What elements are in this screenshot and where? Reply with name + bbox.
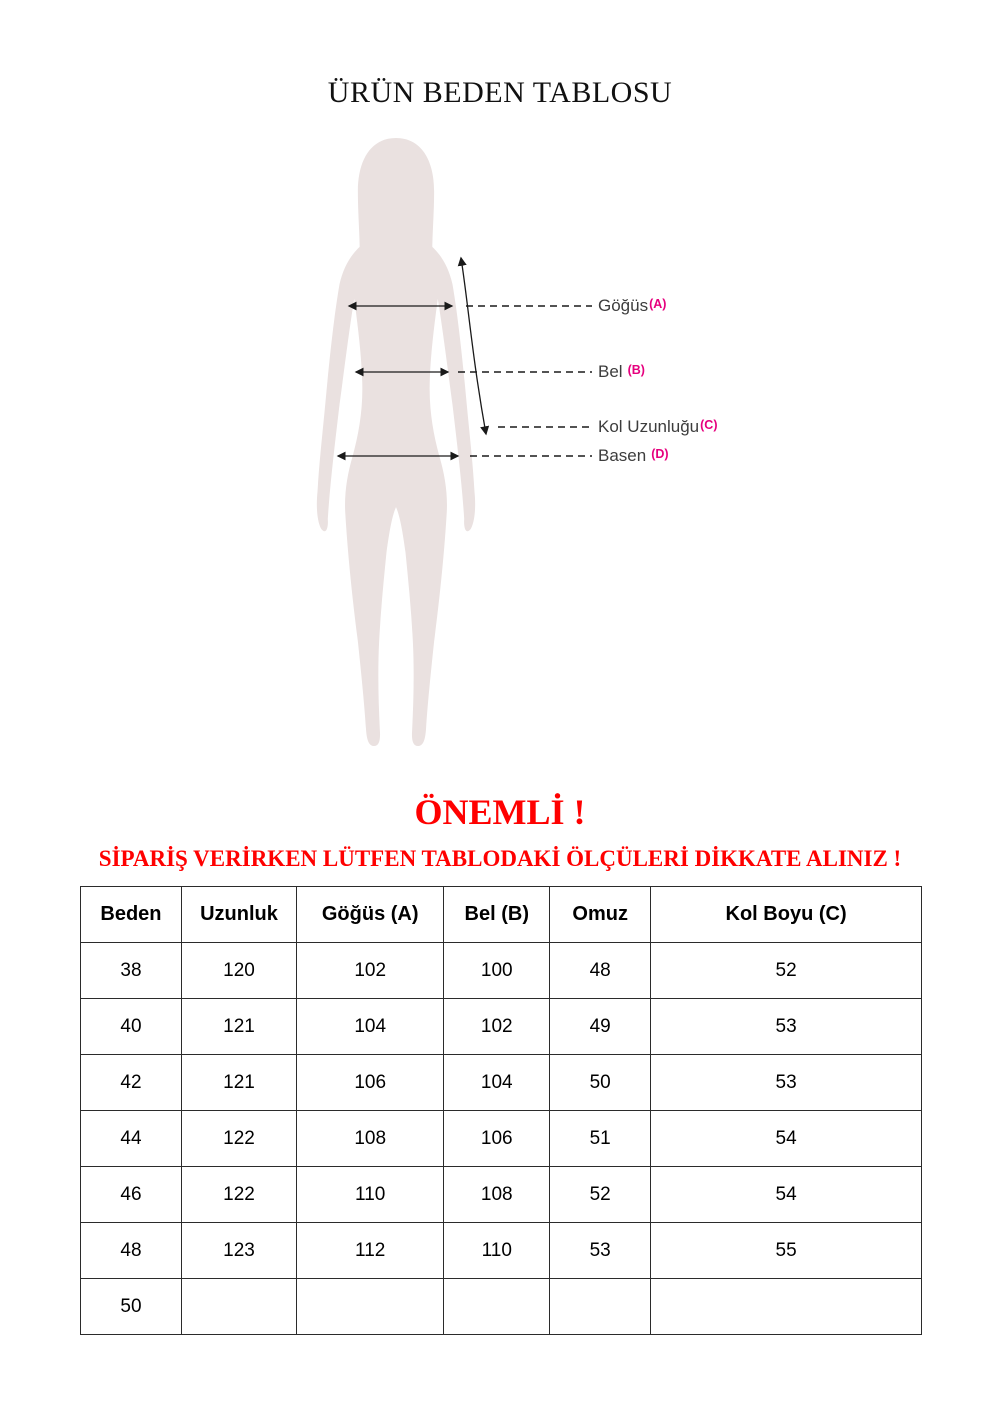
- table-cell: 108: [297, 1111, 444, 1167]
- col-header-uzunluk: Uzunluk: [181, 887, 296, 943]
- chest-label-text: Göğüs: [598, 296, 649, 315]
- arm-length-label-text: Kol Uzunluğu: [598, 417, 700, 436]
- waist-label: [598, 362, 645, 383]
- waist-label-text: Bel: [598, 362, 623, 381]
- body-silhouette: [317, 142, 475, 746]
- hip-label: [598, 446, 669, 467]
- size-table: [80, 886, 922, 1335]
- col-header-omuz: Omuz: [550, 887, 651, 943]
- table-cell: 123: [181, 1223, 296, 1279]
- table-cell: 54: [651, 1167, 922, 1223]
- table-cell: 44: [81, 1111, 182, 1167]
- arm-length-label: [598, 417, 717, 438]
- arm-length-label-code: (C): [700, 418, 718, 432]
- table-row: [81, 1111, 922, 1167]
- table-cell: 122: [181, 1111, 296, 1167]
- table-cell: 108: [444, 1167, 550, 1223]
- table-cell: 50: [550, 1055, 651, 1111]
- size-table-body: [81, 943, 922, 1335]
- waist-label-code: (B): [627, 363, 645, 377]
- col-header-bel: Bel (B): [444, 887, 550, 943]
- page-title: ÜRÜN BEDEN TABLOSU: [327, 76, 673, 109]
- hip-label-text: Basen: [598, 446, 647, 465]
- table-cell: [651, 1279, 922, 1335]
- table-cell: [550, 1279, 651, 1335]
- table-row: [81, 943, 922, 999]
- table-cell: 54: [651, 1111, 922, 1167]
- important-heading: ÖNEMLİ !: [414, 792, 586, 832]
- table-cell: 48: [550, 943, 651, 999]
- table-cell: 106: [444, 1111, 550, 1167]
- table-cell: 104: [297, 999, 444, 1055]
- table-cell: 121: [181, 1055, 296, 1111]
- col-header-kol-boyu: Kol Boyu (C): [651, 887, 922, 943]
- table-cell: 49: [550, 999, 651, 1055]
- hip-label-code: (D): [651, 447, 669, 461]
- table-cell: [444, 1279, 550, 1335]
- table-cell: 102: [444, 999, 550, 1055]
- table-cell: 106: [297, 1055, 444, 1111]
- table-cell: 52: [550, 1167, 651, 1223]
- female-body-silhouette: [317, 138, 475, 746]
- table-row: [81, 999, 922, 1055]
- table-cell: 102: [297, 943, 444, 999]
- col-header-beden: Beden: [81, 887, 182, 943]
- table-cell: 110: [297, 1167, 444, 1223]
- table-cell: 53: [651, 1055, 922, 1111]
- table-cell: 55: [651, 1223, 922, 1279]
- table-row: [81, 1055, 922, 1111]
- table-cell: [297, 1279, 444, 1335]
- table-cell: 53: [550, 1223, 651, 1279]
- chest-label: [598, 296, 666, 317]
- table-cell: 110: [444, 1223, 550, 1279]
- chest-label-code: (A): [649, 297, 667, 311]
- table-row: [81, 1167, 922, 1223]
- table-cell: 53: [651, 999, 922, 1055]
- table-header-row: [81, 887, 922, 943]
- table-cell: 40: [81, 999, 182, 1055]
- table-cell: 112: [297, 1223, 444, 1279]
- table-cell: 100: [444, 943, 550, 999]
- table-cell: 122: [181, 1167, 296, 1223]
- table-cell: 38: [81, 943, 182, 999]
- table-cell: 50: [81, 1279, 182, 1335]
- table-cell: 52: [651, 943, 922, 999]
- warning-text: SİPARİŞ VERİRKEN LÜTFEN TABLODAKİ ÖLÇÜLERİ DİKKATE ALINIZ !: [98, 846, 902, 871]
- table-cell: 46: [81, 1167, 182, 1223]
- table-row: [81, 1279, 922, 1335]
- table-cell: 120: [181, 943, 296, 999]
- table-cell: 104: [444, 1055, 550, 1111]
- table-cell: [181, 1279, 296, 1335]
- table-cell: 121: [181, 999, 296, 1055]
- table-row: [81, 1223, 922, 1279]
- col-header-gogus: Göğüs (A): [297, 887, 444, 943]
- table-cell: 51: [550, 1111, 651, 1167]
- table-cell: 48: [81, 1223, 182, 1279]
- table-cell: 42: [81, 1055, 182, 1111]
